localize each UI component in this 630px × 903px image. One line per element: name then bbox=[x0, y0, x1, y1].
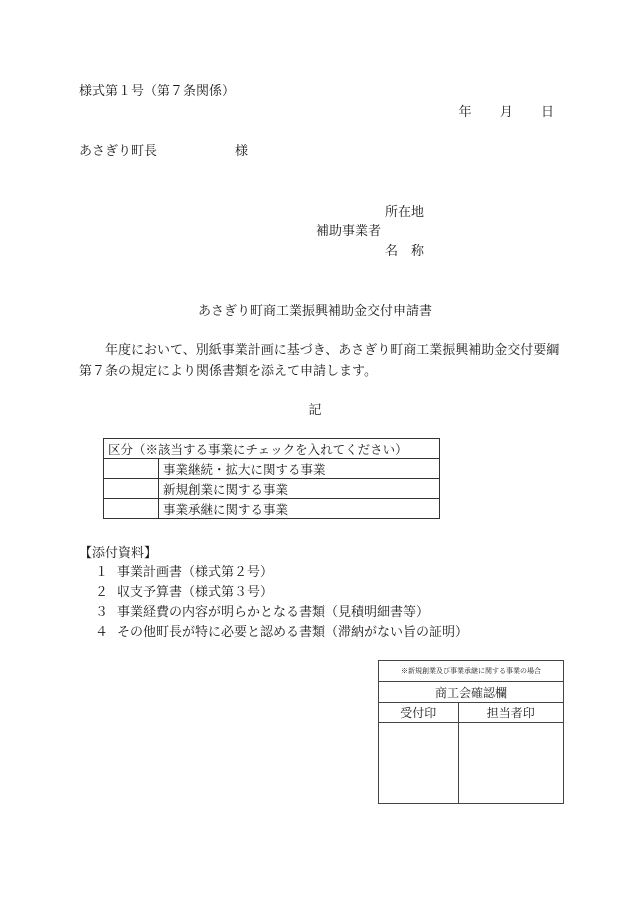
reception-stamp-header: 受付印 bbox=[379, 703, 459, 723]
body-text: 年度において、別紙事業計画に基づき、あさぎり町商工業振興補助金交付要綱第７条の規定により関係書類を添えて申請します。 bbox=[79, 343, 560, 379]
staff-stamp-header: 担当者印 bbox=[458, 703, 563, 723]
attachment-number: ３ bbox=[95, 605, 109, 620]
ki-heading: 記 bbox=[308, 403, 322, 418]
date-month-label: 月 bbox=[499, 105, 513, 120]
attachment-text: 収支予算書（様式第３号） bbox=[117, 585, 274, 600]
category-checkbox-cell[interactable] bbox=[104, 459, 159, 479]
confirmation-table bbox=[378, 660, 564, 804]
category-checkbox-cell[interactable] bbox=[104, 479, 159, 499]
category-row bbox=[104, 479, 440, 499]
attachment-number: ２ bbox=[95, 585, 109, 600]
date-year-label: 年 bbox=[458, 105, 472, 120]
reception-stamp-box bbox=[379, 723, 459, 804]
category-checkbox-cell[interactable] bbox=[104, 499, 159, 519]
attachments-heading: 【添付資料】 bbox=[79, 546, 158, 561]
addressee-name: あさぎり町長 bbox=[79, 144, 158, 159]
applicant-label: 補助事業者 bbox=[316, 224, 382, 239]
confirmation-title: 商工会確認欄 bbox=[379, 682, 564, 703]
name-label: 名 称 bbox=[385, 244, 425, 259]
document-title: あさぎり町商工業振興補助金交付申請書 bbox=[197, 304, 432, 319]
addressee-honorific: 様 bbox=[235, 144, 249, 159]
confirmation-note: ※新規創業及び事業承継に関する事業の場合 bbox=[379, 661, 564, 682]
category-label: 新規創業に関する事業 bbox=[159, 479, 440, 499]
location-label: 所在地 bbox=[385, 205, 425, 220]
attachments-list bbox=[95, 563, 468, 643]
attachment-text: その他町長が特に必要と認める書類（滞納がない旨の証明） bbox=[117, 625, 469, 640]
category-header-row bbox=[104, 439, 440, 459]
attachment-number: ４ bbox=[95, 625, 109, 640]
category-header: 区分（※該当する事業にチェックを入れてください） bbox=[104, 439, 440, 459]
category-row bbox=[104, 459, 440, 479]
attachment-number: １ bbox=[95, 565, 109, 580]
attachment-item bbox=[95, 563, 468, 583]
attachment-item bbox=[95, 583, 468, 603]
attachment-item bbox=[95, 603, 468, 623]
attachment-text: 事業計画書（様式第２号） bbox=[117, 565, 274, 580]
category-label: 事業承継に関する事業 bbox=[159, 499, 440, 519]
attachment-item bbox=[95, 623, 468, 643]
attachment-text: 事業経費の内容が明らかとなる書類（見積明細書等） bbox=[117, 605, 430, 620]
staff-stamp-box bbox=[458, 723, 563, 804]
category-row bbox=[104, 499, 440, 519]
date-line bbox=[435, 101, 554, 120]
category-table bbox=[103, 438, 440, 519]
addressee bbox=[79, 140, 248, 159]
date-day-label: 日 bbox=[540, 105, 554, 120]
category-label: 事業継続・拡大に関する事業 bbox=[159, 459, 440, 479]
form-number: 様式第１号（第７条関係） bbox=[79, 84, 236, 99]
